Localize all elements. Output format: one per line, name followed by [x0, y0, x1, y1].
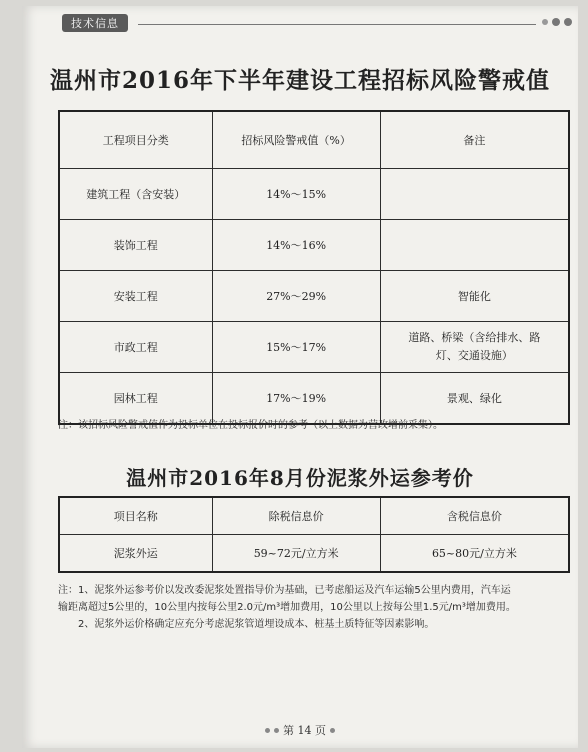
page-header: [62, 12, 572, 36]
risk-threshold-table: [58, 110, 570, 425]
row-note: [380, 169, 569, 220]
row-value: 17%～19%: [212, 373, 380, 425]
table1-col-threshold: 招标风险警戒值（%）: [212, 111, 380, 169]
header-dots-icon: [542, 18, 572, 26]
row-note: 智能化: [380, 271, 569, 322]
row-value: 14%～15%: [212, 169, 380, 220]
table2-col-inc-tax: 含税信息价: [380, 497, 569, 535]
row-category: 市政工程: [59, 322, 212, 373]
footer-dot-icon: [330, 728, 335, 733]
row-note: [380, 322, 569, 373]
row-category: 建筑工程（含安装）: [59, 169, 212, 220]
row-note-line: 灯、交通设施）: [435, 349, 513, 362]
note-line: 注：1、泥浆外运参考价以发改委泥浆处置指导价为基础，已考虑船运及汽车运输5公里内费用，汽车运: [58, 585, 511, 596]
table-row: [59, 535, 569, 573]
table2-note: [58, 582, 572, 633]
table1-title: 温州市2016年下半年建设工程招标风险警戒值: [49, 67, 550, 94]
table-row: [59, 220, 569, 271]
row-category: 装饰工程: [59, 220, 212, 271]
header-rule: [138, 24, 536, 25]
footer-dot-icon: [274, 728, 279, 733]
table2-header-row: [59, 497, 569, 535]
footer-dot-icon: [265, 728, 270, 733]
table1-col-note: 备注: [380, 111, 569, 169]
row-price-ex-tax: 59~72元/立方米: [212, 535, 380, 573]
table1-col-category: 工程项目分类: [59, 111, 212, 169]
page-number: 第 14 页: [283, 724, 326, 737]
note-line: 输距离超过5公里的，10公里内按每公里2.0元/m³增加费用，10公里以上按每公里1.5元/m³增加费用。: [58, 602, 516, 613]
row-value: 27%～29%: [212, 271, 380, 322]
row-note-line: 道路、桥梁（含给排水、路: [408, 331, 541, 344]
mud-transport-price-table: [58, 496, 570, 573]
document-page: [22, 6, 578, 748]
table2-col-name: 项目名称: [59, 497, 212, 535]
table1-header-row: [59, 111, 569, 169]
row-note: [380, 220, 569, 271]
table2-col-ex-tax: 除税信息价: [212, 497, 380, 535]
table1-note: 注：该招标风险警戒值作为投标单位在投标报价时的参考（以上数据为营改增前采集）。: [58, 420, 443, 431]
row-category: 园林工程: [59, 373, 212, 425]
table2-title: 温州市2016年8月份泥浆外运参考价: [126, 466, 474, 490]
row-value: 14%～16%: [212, 220, 380, 271]
page-footer: [22, 722, 578, 738]
row-price-inc-tax: 65~80元/立方米: [380, 535, 569, 573]
table-row: [59, 322, 569, 373]
section-tag: 技术信息: [62, 14, 128, 32]
row-name: 泥浆外运: [59, 535, 212, 573]
row-note: 景观、绿化: [380, 373, 569, 425]
table-row: [59, 169, 569, 220]
row-category: 安装工程: [59, 271, 212, 322]
note-line: 2、泥浆外运价格确定应充分考虑泥浆管道埋设成本、桩基土质特征等因素影响。: [58, 619, 435, 630]
table-row: [59, 271, 569, 322]
row-value: 15%～17%: [212, 322, 380, 373]
